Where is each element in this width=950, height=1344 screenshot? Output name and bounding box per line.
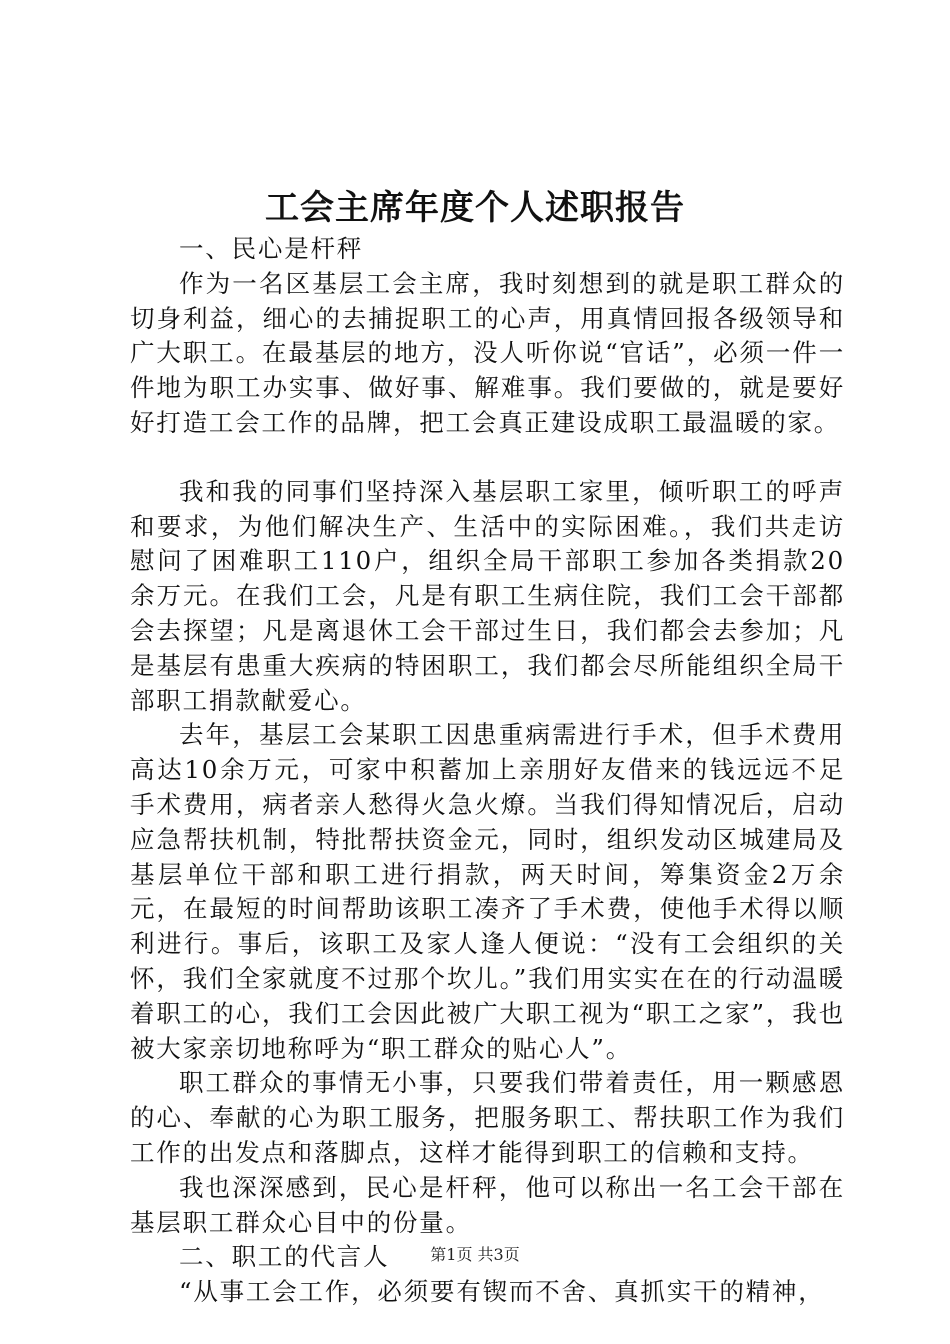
section-heading-2: 二、职工的代言人 [179,1242,390,1272]
body-paragraph-3: 去年，基层工会某职工因患重病需进行手术，但手术费用高达10余万元，可家中积蓄加上亲朋好友借来的钱远远不足手术费用，病者亲人愁得火急火燎。当我们得知情况后，启动应急帮扶机制，特批帮扶资金元，同时，组织发动区城建局及基层单位干部和职工进行捐款，两天时间，筹集资金2万余元，在最短的时间帮助该职工凑齐了手术费，使他手术得以顺利进行。事后，该职工及家人逢人便说：“没有工会组织的关怀，我们全家就度不过那个坎儿。”我们用实实在在的行动温暖着职工的心，我们工会因此被广大职工视为“职工之家”，我也被大家亲切地称呼为“职工群众的贴心人”。 [130,720,845,1063]
body-paragraph-6: “从事工会工作，必须要有锲而不舍、真抓实干的精神， [179,1277,825,1307]
section-heading-1: 一、民心是杆秤 [179,234,364,263]
page-footer: 第1页 共3页 [430,1245,520,1264]
body-paragraph-4: 职工群众的事情无小事，只要我们带着责任，用一颗感恩的心、奉献的心为职工服务，把服务职工、帮扶职工作为我们工作的出发点和落脚点，这样才能得到职工的信赖和支持。 [130,1068,845,1167]
body-paragraph-5: 我也深深感到，民心是杆秤，他可以称出一名工会干部在基层职工群众心目中的份量。 [130,1172,845,1237]
body-paragraph-2: 我和我的同事们坚持深入基层职工家里，倾听职工的呼声和要求，为他们解决生产、生活中的实际困难。，我们共走访慰问了困难职工110户，组织全局干部职工参加各类捐款20余万元。在我们工会，凡是有职工生病住院，我们工会干部都会去探望；凡是离退休工会干部过生日，我们都会去参加；凡是基层有患重大疾病的特困职工，我们都会尽所能组织全局干部职工捐款献爱心。 [130,476,845,715]
document-body [130,232,845,1310]
document-title: 工会主席年度个人述职报告 [265,188,685,228]
body-paragraph-1: 作为一名区基层工会主席，我时刻想到的就是职工群众的切身利益，细心的去捕捉职工的心声，用真情回报各级领导和广大职工。在最基层的地方，没人听你说“官话”，必须一件一件地为职工办实事、做好事、解难事。我们要做的，就是要好好打造工会工作的品牌，把工会真正建设成职工最温暖的家。 [130,268,845,437]
